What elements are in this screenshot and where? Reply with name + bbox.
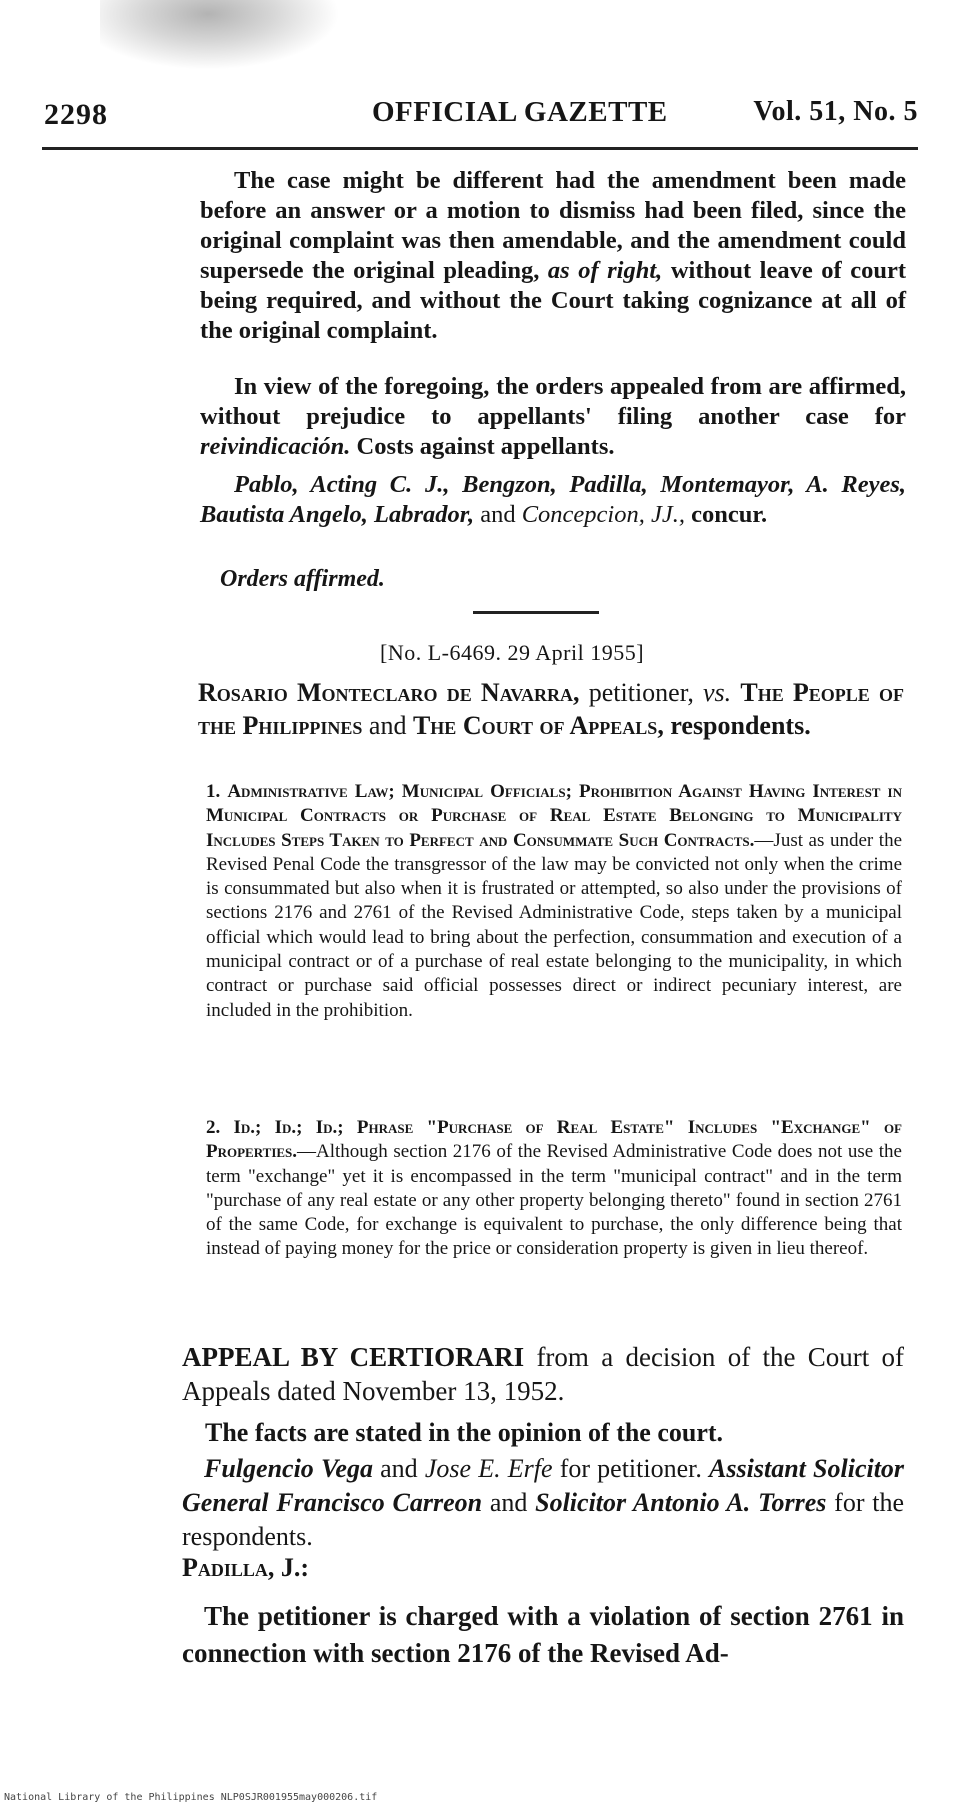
syllabus-number: 2. [206, 1117, 221, 1138]
header-rule [42, 147, 918, 150]
scan-smudge [100, 0, 340, 70]
p1-italic: as of right, [547, 257, 663, 284]
p2-a: In view of the foregoing, the orders appealed from are affirmed, without prejudice to appellants' filing another case for [200, 373, 906, 430]
for-respondents: for the respondents. [182, 1488, 904, 1551]
petitioner-role: petitioner, [588, 678, 694, 707]
syllabus-text: —Just as under the Revised Penal Code the transgressor of the law may be convicted not only when the crime is consummated but also when it is frustrated or attempted, so also under the provisions of sections 2176 and 2761 of the Revised Administrative Code, steps taken by a municipal official which would lead to bring about the perfection, consummation and execution of a municipal contract or of a purchase of real estate belonging to the municipality, in which contract or purchase said official possesses direct or indirect pecuniary interest, are included in the prohibition. [206, 829, 903, 1021]
solicitor-general: Assistant Solicitor General Francisco Carreon [182, 1454, 905, 1517]
respondent-2: The Court of Appeals, [412, 711, 664, 740]
parties-and: and [368, 711, 407, 740]
syllabus-topic: Administrative Law; Municipal Officials; Prohibition Against Having Interest in Municipal Contracts or Purchase of Real Estate Belonging to Municipality Includes Steps Taken to Perfect and Consummate Such Contracts. [206, 781, 902, 851]
petitioner-name: Rosario Monteclaro de Navarra, [198, 678, 580, 707]
continuation-paragraph-1 [200, 166, 906, 346]
respondents-role: respondents. [670, 711, 811, 740]
for-petitioner: for petitioner. [559, 1454, 702, 1483]
appeal-lead: APPEAL BY CERTIORARI [182, 1342, 525, 1372]
concur-word: concur. [691, 501, 768, 528]
ponente: Padilla, J.: [182, 1553, 310, 1582]
volume-number: Vol. 51, No. 5 [753, 96, 918, 127]
counsel-2: Jose E. Erfe [424, 1454, 553, 1483]
p2-b: Costs against appellants. [356, 433, 615, 460]
page-header [44, 94, 918, 134]
syllabus-topic: Id.; Id.; Id.; Phrase "Purchase of Real Estate" Includes "Exchange" of Properties. [206, 1117, 902, 1163]
syllabus-number: 1. [206, 781, 221, 802]
concur-and: and [480, 501, 516, 528]
case-separator [473, 611, 599, 614]
concurrence [200, 470, 906, 530]
appeal-rest: from a decision of the Court of Appeals dated November 13, 1952. [182, 1342, 905, 1406]
p1-rest: without leave of court being required, and without the Court taking cognizance at all of the original complaint. [200, 257, 906, 344]
syllabus-item [206, 1116, 902, 1262]
concur-last: Concepcion, JJ., [521, 501, 685, 528]
versus: vs. [703, 678, 732, 707]
case-parties [198, 676, 904, 742]
disposition: Orders affirmed. [220, 566, 385, 592]
publication-title: OFFICIAL GAZETTE [372, 96, 668, 128]
counsel-1: Fulgencio Vega [204, 1454, 373, 1483]
p1-lead: The case might be different had the amendment been made before an answer or a motion to dismiss had been filed, since the original complaint was then amendable, and the amendment could supersede the original pleading, [200, 167, 906, 284]
page-number: 2298 [44, 98, 108, 131]
continuation-paragraph-2 [200, 372, 906, 462]
opinion-opening: The petitioner is charged with a violation of section 2761 in connection with section 2176 of the Revised Ad- [182, 1601, 904, 1668]
counsel [182, 1452, 904, 1554]
case-number: [No. L-6469. 29 April 1955] [380, 640, 645, 665]
concur-names: Pablo, Acting C. J., Bengzon, Padilla, Montemayor, A. Reyes, Bautista Angelo, Labrador, [200, 471, 906, 528]
syllabus-item [206, 780, 902, 1023]
scan-footer: National Library of the Philippines NLP0SJR001955may000206.tif [4, 1792, 378, 1803]
p2-italic: reivindicación. [200, 433, 351, 460]
counsel-and-2: and [489, 1488, 528, 1517]
facts-statement: The facts are stated in the opinion of the court. [205, 1418, 724, 1447]
syllabus-text: —Although section 2176 of the Revised Administrative Code does not use the term "exchange" yet it is encompassed in the term "municipal contract" and in the term "purchase of any real estate or any other property belonging thereto" found in section 2761 of the same Code, for exchange is equivalent to purchase, the only difference being that instead of paying money for the price or consideration property is given in lieu thereof. [206, 1141, 902, 1260]
respondent-1: The People of the Philippines [198, 678, 904, 740]
counsel-and-1: and [380, 1454, 418, 1483]
appeal-line [182, 1340, 904, 1408]
solicitor: Solicitor Antonio A. Torres [535, 1488, 827, 1517]
